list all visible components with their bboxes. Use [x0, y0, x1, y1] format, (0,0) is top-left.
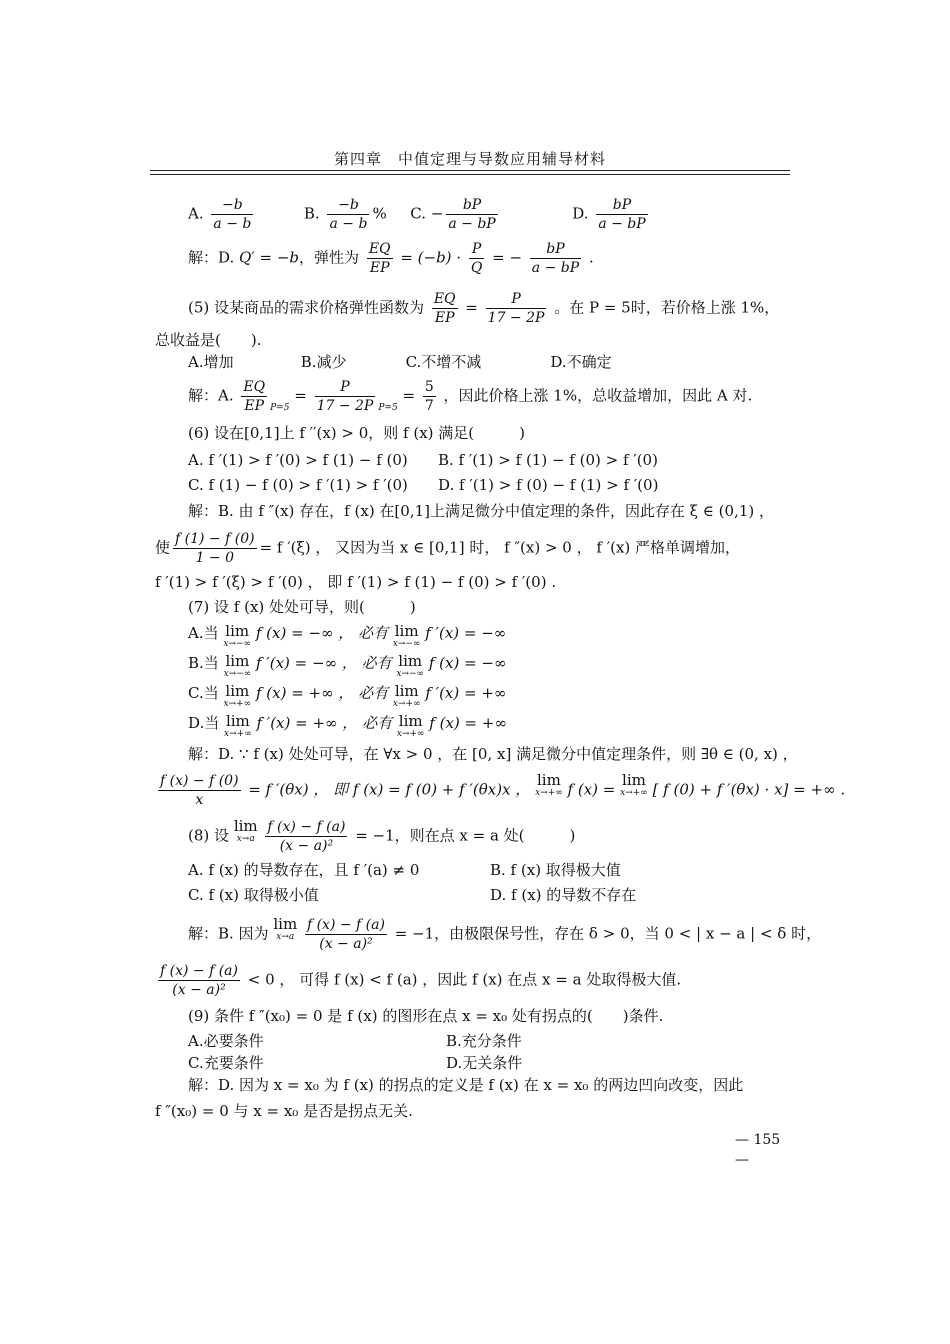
q6-solution-line1: 解：B. 由 f ″(x) 存在，f (x) 在[0,1]上满足微分中值定理的条件，因此存在 ξ ∈ (0,1) ，	[188, 502, 774, 520]
q4-option-a-label: A.	[188, 204, 204, 223]
q8-stem: (8) 设 lim x→a $\frac{f (x) - f (a)}{\text{(x − a)²}}$ = −1，则在点 x = a 处( )	[188, 817, 576, 854]
q8-solution-line2: $\frac{f (x) - f (a)}{\text{(x − a)²}}$ < 0 ， 可得 f (x) < f (a) ，因此 f (x) 在点 x = a 处取得极大值.	[160, 963, 682, 998]
q4-option-b-label: B.	[303, 204, 320, 223]
q6-option-c: C. f (1) − f (0) > f ′(1) > f ′(0)	[188, 476, 408, 494]
q9-option-a: A.必要条件	[188, 1032, 264, 1050]
q4-options: A. $\frac{-b}{a - b}$ B. $\frac{-b}{a - b}$ % C. − $\frac{bP}{a - bP}$ D. $\frac{bP}{a - bP}$	[188, 197, 646, 232]
header-rule-thick	[150, 170, 790, 171]
q5-stem: (5) 设某商品的需求价格弹性函数为 $\frac{EQ}{EP}$ = $\frac{P}{17 - 2P}$ 。在 P = 5时，若价格上涨 1%，	[188, 291, 780, 326]
q8-option-c: C. f (x) 取得极小值	[188, 886, 319, 904]
page-number: — 155	[735, 1132, 781, 1148]
q8-option-b: B. f (x) 取得极大值	[490, 861, 621, 879]
q6-solution-line2: 使 $\frac{f (1) - f (0)}{1 - 0}$ = f ′(ξ) ， 又因为当 x ∈ [0,1] 时， f ″(x) > 0 ， f ′(x) 严格单调增加，	[155, 531, 741, 566]
q6-option-a: A. f ′(1) > f ′(0) > f (1) − f (0)	[188, 451, 408, 469]
q4-solution: 解：D. Q′ = −b，弹性为 $\frac{EQ}{EP}$ = (−b) · $\frac{P}{Q}$ = − $\frac{bP}{a - bP}$ .	[188, 241, 594, 276]
q8-solution-line1: 解：B. 因为 lim x→a $\frac{f (x) - f (a)}{\text{(x − a)²}}$ = −1，由极限保号性，存在 δ > 0，当 0 < | x − a | < δ 时，	[188, 915, 822, 952]
q4-option-c-label: C.	[410, 204, 426, 223]
q5-stem-cont: 总收益是( ).	[155, 331, 262, 349]
q7-option-a: A.当 lim x→−∞ f (x) = −∞ ， 必有 lim x→−∞ f ′(x) = −∞	[188, 622, 507, 649]
q4-option-a-fraction: $\frac{-b}{a - b}$	[213, 197, 252, 232]
q4-option-b-fraction: $\frac{-b}{a - b}$	[329, 197, 368, 232]
q9-solution-line1: 解：D. 因为 x = x₀ 为 f (x) 的拐点的定义是 f (x) 在 x = x₀ 的两边凹向改变，因此	[188, 1076, 744, 1094]
q4-option-d-fraction: $\frac{bP}{a - bP}$	[598, 197, 646, 232]
q8-option-d: D. f (x) 的导数不存在	[490, 886, 637, 904]
q9-option-d: D.无关条件	[446, 1054, 523, 1072]
q9-option-b: B.充分条件	[446, 1032, 522, 1050]
q6-stem: (6) 设在[0,1]上 f ′′(x) > 0，则 f (x) 满足( )	[188, 424, 526, 442]
q9-stem: (9) 条件 f ″(x₀) = 0 是 f (x) 的图形在点 x = x₀ 处有拐点的( )条件.	[188, 1007, 664, 1025]
q5-solution: 解：A. $\frac{EQ}{EP}$ $_{P=5}$ = $\frac{P}{17 - 2P}$ $_{P=5}$ = $\frac{5}{7}$ ，因此价格上涨 1%，总收益增加，因此 A 对.	[188, 379, 753, 414]
page-header: 第四章 中值定理与导数应用辅导材料	[333, 150, 606, 168]
q8-option-a: A. f (x) 的导数存在，且 f ′(a) ≠ 0	[188, 861, 420, 879]
q6-option-d: D. f ′(1) > f (0) − f (1) > f ′(0)	[438, 476, 659, 494]
q5-options: A.增加 B.减少 C.不增不减 D.不确定	[188, 353, 612, 371]
q7-option-c: C.当 lim x→+∞ f (x) = +∞ ， 必有 lim x→+∞ f ′(x) = +∞	[188, 682, 507, 709]
page-number-dash: —	[735, 1152, 749, 1168]
q7-stem: (7) 设 f (x) 处处可导，则( )	[188, 598, 416, 616]
q9-option-c: C.充要条件	[188, 1054, 264, 1072]
q7-solution-line1: 解：D. ∵ f (x) 处处可导，在 ∀x > 0 ，在 [0, x] 满足微分中值定理条件，则 ∃θ ∈ (0, x) ，	[188, 745, 798, 763]
q6-option-b: B. f ′(1) > f (1) − f (0) > f ′(0)	[438, 451, 658, 469]
q7-option-b: B.当 lim x→−∞ f ′(x) = −∞ ， 必有 lim x→−∞ f (x) = −∞	[188, 652, 507, 679]
q6-solution-line3: f ′(1) > f ′(ξ) > f ′(0) ， 即 f ′(1) > f (1) − f (0) > f ′(0) .	[155, 573, 557, 591]
q7-option-d: D.当 lim x→+∞ f ′(x) = +∞ ， 必有 lim x→+∞ f (x) = +∞	[188, 712, 507, 739]
q7-solution-line2: $\frac{f (x) - f (0)}{x}$ = f ′(θx) ， 即 f (x) = f (0) + f ′(θx)x ， lim x→+∞ f (x) = lim x→+∞ [ f (0) + f ′(θx) · x] = +∞ .	[160, 771, 846, 808]
header-rule-thin	[150, 174, 790, 175]
q4-option-d-label: D.	[572, 204, 589, 223]
q4-option-c-fraction: $\frac{bP}{a - bP}$	[448, 197, 496, 232]
q9-solution-line2: f ″(x₀) = 0 与 x = x₀ 是否是拐点无关.	[155, 1102, 413, 1120]
